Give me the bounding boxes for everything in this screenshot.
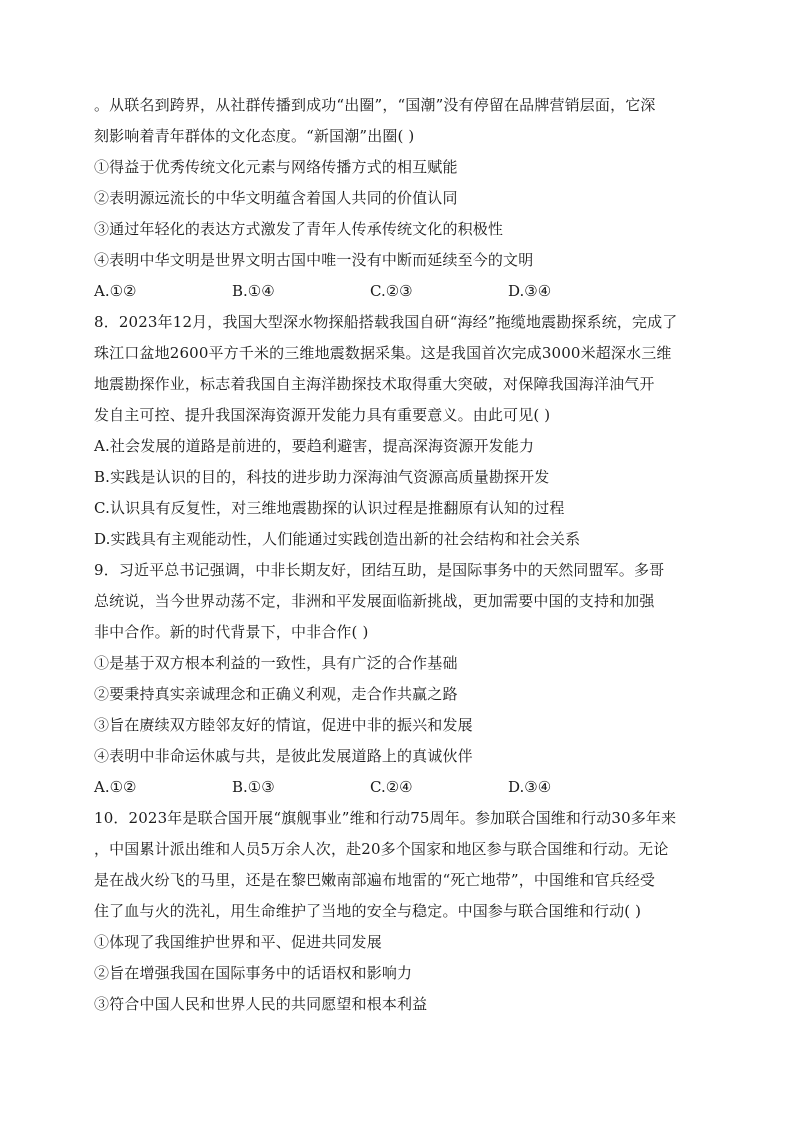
- question-10: [94, 803, 704, 1020]
- exam-page: [94, 90, 704, 1020]
- question-9: [94, 555, 704, 803]
- statement-1: ①是基于双方根本利益的一致性，具有广泛的合作基础: [94, 654, 458, 672]
- statement-2: ②要秉持真实亲诚理念和正确义利观，走合作共赢之路: [94, 685, 458, 703]
- question-stem-line: 刻影响着青年群体的文化态度。“新国潮”出圈( ): [94, 127, 415, 145]
- question-stem-line: 。从联名到跨界，从社群传播到成功“出圈”，“国潮”没有停留在品牌营销层面，它深: [94, 96, 656, 114]
- question-stem-line: 8．2023年12月，我国大型深水物探船搭载我国自研“海经”拖缆地震勘探系统，完成了: [94, 313, 678, 331]
- question-stem-line: 地震勘探作业，标志着我国自主海洋勘探技术取得重大突破，对保障我国海洋油气开: [94, 375, 655, 393]
- answer-options: [94, 772, 704, 803]
- question-stem-line: 总统说，当今世界动荡不定，非洲和平发展面临新挑战，更加需要中国的支持和加强: [94, 592, 655, 610]
- option-a: A.①②: [94, 778, 137, 796]
- question-stem-line: 9．习近平总书记强调，中非长期友好，团结互助，是国际事务中的天然同盟军。多哥: [94, 561, 665, 579]
- choice-a: A.社会发展的道路是前进的，要趋利避害，提高深海资源开发能力: [94, 437, 535, 455]
- option-d: D.③④: [508, 778, 552, 796]
- option-c: C.②③: [370, 282, 413, 300]
- statement-3: ③通过年轻化的表达方式激发了青年人传承传统文化的积极性: [94, 220, 504, 238]
- statement-4: ④表明中非命运休戚与共，是彼此发展道路上的真诚伙伴: [94, 747, 473, 765]
- statement-1: ①得益于优秀传统文化元素与网络传播方式的相互赋能: [94, 158, 458, 176]
- option-b: B.①④: [232, 282, 275, 300]
- option-b: B.①③: [232, 778, 275, 796]
- choice-d: D.实践具有主观能动性，人们能通过实践创造出新的社会结构和社会关系: [94, 530, 581, 548]
- question-7: [94, 90, 704, 307]
- statement-2: ②旨在增强我国在国际事务中的话语权和影响力: [94, 964, 413, 982]
- answer-options: [94, 276, 704, 307]
- question-stem-line: 发自主可控、提升我国深海资源开发能力具有重要意义。由此可见( ): [94, 406, 551, 424]
- question-8: [94, 307, 704, 555]
- question-stem-line: 10．2023年是联合国开展“旗舰事业”维和行动75周年。参加联合国维和行动30多年来: [94, 809, 677, 827]
- statement-1: ①体现了我国维护世界和平、促进共同发展: [94, 933, 382, 951]
- statement-3: ③符合中国人民和世界人民的共同愿望和根本利益: [94, 995, 428, 1013]
- option-c: C.②④: [370, 778, 413, 796]
- question-stem-line: 珠江口盆地2600平方千米的三维地震数据采集。这是我国首次完成3000米超深水三维: [94, 344, 672, 362]
- question-stem-line: 是在战火纷飞的马里，还是在黎巴嫩南部遍布地雷的“死亡地带”，中国维和官兵经受: [94, 871, 656, 889]
- question-stem-line: 住了血与火的洗礼，用生命维护了当地的安全与稳定。中国参与联合国维和行动( ): [94, 902, 642, 920]
- statement-2: ②表明源远流长的中华文明蕴含着国人共同的价值认同: [94, 189, 458, 207]
- statement-3: ③旨在赓续双方睦邻友好的情谊，促进中非的振兴和发展: [94, 716, 473, 734]
- statement-4: ④表明中华文明是世界文明古国中唯一没有中断而延续至今的文明: [94, 251, 534, 269]
- choice-b: B.实践是认识的目的，科技的进步助力深海油气资源高质量勘探开发: [94, 468, 550, 486]
- choice-c: C.认识具有反复性，对三维地震勘探的认识过程是推翻原有认知的过程: [94, 499, 565, 517]
- question-stem-line: ，中国累计派出维和人员5万余人次，赴20多个国家和地区参与联合国维和行动。无论: [94, 840, 669, 858]
- option-d: D.③④: [508, 282, 552, 300]
- option-a: A.①②: [94, 282, 137, 300]
- question-stem-line: 非中合作。新的时代背景下，中非合作( ): [94, 623, 369, 641]
